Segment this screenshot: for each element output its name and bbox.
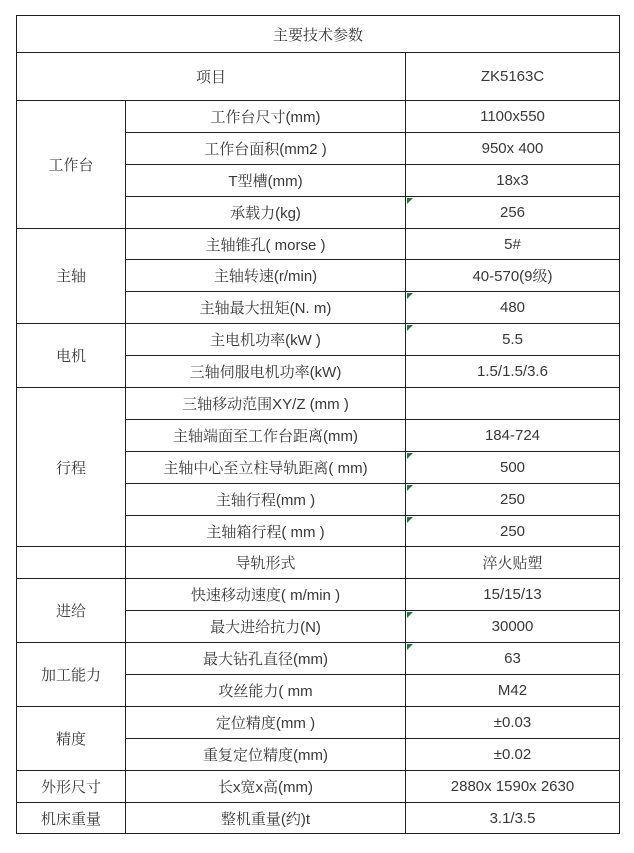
group-cell: 外形尺寸 <box>17 770 126 802</box>
param-cell: 快速移动速度( m/min ) <box>126 579 406 611</box>
param-cell: 主轴端面至工作台距离(mm) <box>126 419 406 451</box>
value-text: 63 <box>504 650 521 668</box>
group-cell: 机床重量 <box>17 802 126 834</box>
value-text: 500 <box>499 458 526 476</box>
value-text: M42 <box>497 681 528 699</box>
value-text: 18x3 <box>496 171 529 189</box>
table-row <box>17 101 620 133</box>
table-row <box>17 579 620 611</box>
value-cell <box>406 132 620 164</box>
value-cell <box>406 611 620 643</box>
group-cell: 工作台 <box>17 101 126 229</box>
green-corner-flag-icon <box>407 453 413 459</box>
value-cell <box>406 451 620 483</box>
value-cell <box>406 515 620 547</box>
param-cell: 工作台面积(mm2 ) <box>126 132 406 164</box>
param-cell: 主轴行程(mm ) <box>126 483 406 515</box>
spec-sheet <box>16 15 620 834</box>
value-text: ±0.03 <box>493 713 532 731</box>
value-text: 250 <box>499 522 526 540</box>
table-row <box>17 802 620 834</box>
value-cell <box>406 547 620 579</box>
param-cell: 工作台尺寸(mm) <box>126 101 406 133</box>
value-text: 15/15/13 <box>483 586 542 604</box>
param-cell: 三轴伺服电机功率(kW) <box>126 356 406 388</box>
table-row <box>17 388 620 420</box>
value-text: 3.1/3.5 <box>489 809 536 827</box>
param-cell: 攻丝能力( mm <box>126 675 406 707</box>
group-cell: 精度 <box>17 706 126 770</box>
value-text: 40-570(9级) <box>472 268 553 286</box>
param-cell: 定位精度(mm ) <box>126 706 406 738</box>
param-cell: 主轴转速(r/min) <box>126 260 406 292</box>
group-cell: 进给 <box>17 579 126 643</box>
table-row <box>17 547 620 579</box>
group-cell: 主轴 <box>17 228 126 324</box>
item-header-cell: 项目 <box>17 53 406 101</box>
value-cell <box>406 483 620 515</box>
green-corner-flag-icon <box>407 293 413 299</box>
green-corner-flag-icon <box>407 325 413 331</box>
title-row <box>17 16 620 53</box>
value-cell <box>406 706 620 738</box>
param-cell: 主轴中心至立柱导轨距离( mm) <box>126 451 406 483</box>
item-header-row <box>17 53 620 101</box>
param-cell: 主轴锥孔( morse ) <box>126 228 406 260</box>
param-cell: 最大钻孔直径(mm) <box>126 643 406 675</box>
value-text: 5.5 <box>502 331 523 349</box>
value-text: 2880x 1590x 2630 <box>450 777 575 795</box>
value-cell <box>406 228 620 260</box>
table-row <box>17 643 620 675</box>
param-cell: 长x宽x高(mm) <box>126 770 406 802</box>
value-text: 256 <box>499 203 526 221</box>
spec-table <box>16 15 620 834</box>
value-cell <box>406 292 620 324</box>
value-text: 1100x550 <box>480 107 545 125</box>
table-row <box>17 228 620 260</box>
param-cell: T型槽(mm) <box>126 164 406 196</box>
group-cell: 电机 <box>17 324 126 388</box>
value-text: ±0.02 <box>493 745 532 763</box>
value-cell <box>406 419 620 451</box>
param-cell: 最大进给抗力(N) <box>126 611 406 643</box>
value-cell <box>406 675 620 707</box>
value-text: 250 <box>499 490 526 508</box>
value-cell <box>406 101 620 133</box>
value-cell <box>406 324 620 356</box>
value-cell <box>406 388 620 420</box>
green-corner-flag-icon <box>407 485 413 491</box>
param-cell: 主轴最大扭矩(N. m) <box>126 292 406 324</box>
param-cell: 三轴移动范围XY/Z (mm ) <box>126 388 406 420</box>
green-corner-flag-icon <box>407 517 413 523</box>
table-row <box>17 770 620 802</box>
value-text: 1.5/1.5/3.6 <box>477 363 548 381</box>
value-cell <box>406 196 620 228</box>
param-cell: 导轨形式 <box>126 547 406 579</box>
green-corner-flag-icon <box>407 198 413 204</box>
table-title: 主要技术参数 <box>17 16 620 53</box>
param-cell: 重复定位精度(mm) <box>126 738 406 770</box>
green-corner-flag-icon <box>407 644 413 650</box>
table-row <box>17 324 620 356</box>
value-cell <box>406 738 620 770</box>
group-cell: 行程 <box>17 388 126 547</box>
group-cell: 加工能力 <box>17 643 126 707</box>
value-text: 950x 400 <box>481 139 544 157</box>
group-cell <box>17 547 126 579</box>
value-text: 480 <box>499 299 526 317</box>
value-cell <box>406 802 620 834</box>
green-corner-flag-icon <box>407 612 413 618</box>
value-text: 30000 <box>491 618 534 636</box>
param-cell: 主电机功率(kW ) <box>126 324 406 356</box>
table-row <box>17 706 620 738</box>
value-cell <box>406 770 620 802</box>
value-cell <box>406 643 620 675</box>
param-cell: 整机重量(约)t <box>126 802 406 834</box>
value-cell <box>406 164 620 196</box>
param-cell: 承载力(kg) <box>126 196 406 228</box>
param-cell: 主轴箱行程( mm ) <box>126 515 406 547</box>
value-text: 淬火贴塑 <box>482 555 543 573</box>
value-cell <box>406 579 620 611</box>
value-text: 5# <box>504 235 521 253</box>
value-text: 184-724 <box>484 426 541 444</box>
value-cell <box>406 356 620 388</box>
value-cell <box>406 260 620 292</box>
model-cell: ZK5163C <box>406 53 620 101</box>
